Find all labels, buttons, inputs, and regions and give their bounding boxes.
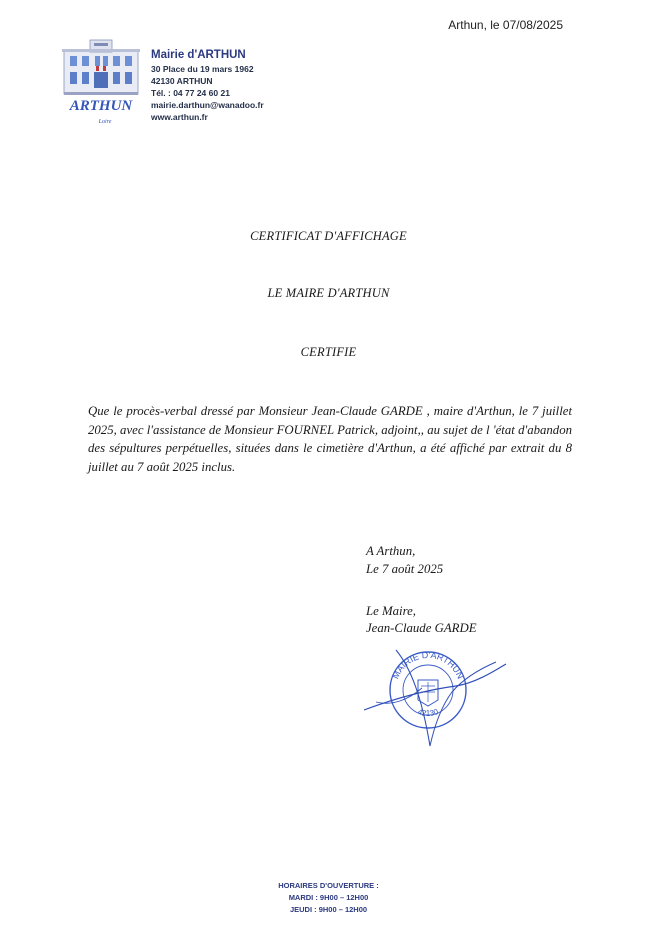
phone-number: Tél. : 04 77 24 60 21 <box>151 88 230 98</box>
authority-heading: LE MAIRE D'ARTHUN <box>267 286 390 300</box>
document-date: Arthun, le 07/08/2025 <box>448 18 563 32</box>
official-stamp-and-signature <box>356 628 516 753</box>
mairie-name: Mairie d'ARTHUN <box>151 49 246 61</box>
address-line-2: 42130 ARTHUN <box>151 76 213 86</box>
address-line-1: 30 Place du 19 mars 1962 <box>151 64 254 74</box>
opening-hours-title: HORAIRES D'OUVERTURE : <box>278 881 379 890</box>
svg-text:42130: 42130 <box>416 707 440 718</box>
opening-hours <box>0 880 657 916</box>
opening-hours-tuesday: MARDI : 9H00 – 12H00 <box>288 893 369 902</box>
document-title: CERTIFICAT D'AFFICHAGE <box>250 229 407 243</box>
signatory-role: Le Maire, <box>366 604 416 618</box>
place-line: A Arthun, <box>366 544 416 558</box>
date-line: Le 7 août 2025 <box>366 562 444 576</box>
certifies-heading: CERTIFIE <box>300 345 357 359</box>
mairie-logo <box>60 36 142 126</box>
opening-hours-thursday: JEUDI : 9H00 – 12H00 <box>289 905 368 914</box>
signatory-name: Jean-Claude GARDE <box>366 620 477 635</box>
svg-text:MAIRIE D'ARTHUN: MAIRIE D'ARTHUN <box>390 649 466 681</box>
svg-text:Loire: Loire <box>98 119 112 125</box>
email-address: mairie.darthun@wanadoo.fr <box>151 100 264 110</box>
certificate-body: Que le procès-verbal dressé par Monsieur Jean-Claude GARDE , maire d'Arthun, le 7 juillet 2025, avec l'assistance de Monsieur FOURNEL Patrick, adjoint,, au sujet de l 'état d'abandon des sépultures perpétuelles, situées dans le cimetière d'Arthun, a été affiché par extrait du 8 juillet au 7 août 2025 inclus. <box>88 404 572 474</box>
place-and-date <box>366 542 443 578</box>
website: www.arthun.fr <box>151 112 208 122</box>
letterhead <box>151 49 264 123</box>
svg-text:ARTHUN: ARTHUN <box>69 98 133 114</box>
